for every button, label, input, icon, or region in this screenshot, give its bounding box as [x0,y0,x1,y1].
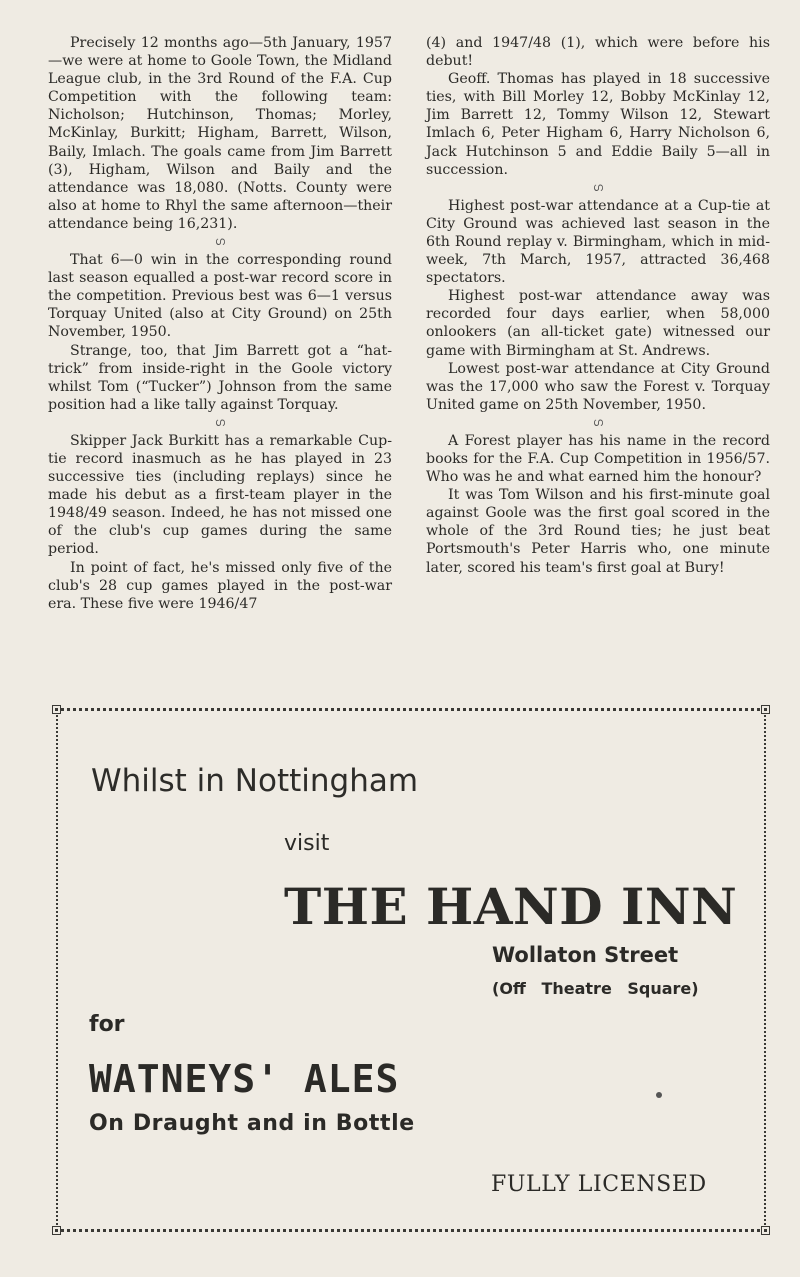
corner-ornament [761,1226,770,1235]
advert-serving: On Draught and in Bottle [89,1111,415,1136]
article-column-right [426,34,770,696]
section-separator: ഗ [592,415,603,429]
ink-speck [656,1092,662,1098]
article-paragraph: Highest post-war attendance away was recorded four days earlier, when 58,000 onlookers (an all-ticket gate) witnessed our game with Birmingham at St. Andrews. [426,288,770,359]
article-columns [48,34,770,696]
advert-inn-name: THE HAND INN [284,877,738,936]
article-paragraph: That 6—0 win in the corresponding round last season equalled a post-war record score in the competition. Previous best was 6—1 versus Torquay United (also at City Ground) on 25th November, 1950. [48,252,392,341]
advert-brand: WATNEYS' ALES [89,1057,400,1101]
article-paragraph: In point of fact, he's missed only five of the club's 28 cup games played in the post-war era. These five were 1946/47 [48,559,392,612]
article-paragraph: Precisely 12 months ago—5th January, 1957—we were at home to Goole Town, the Midland League club, in the 3rd Round of the F.A. Cup Competition with the following team: Nicholson; Hutchinson, Thomas; Morley, McKinlay, Burkitt; Higham, Barrett, Wilson, Baily, Imlach. The goals came from Jim Barrett (3), Higham, Wilson and Baily and the attendance was 18,080. (Notts. County were also at home to Rhyl the same afternoon—their attendance being 16,231). [48,35,392,232]
advert-licence: FULLY LICENSED [491,1172,707,1197]
article-paragraph: It was Tom Wilson and his first-minute goal against Goole was the first goal scored in the whole of the 3rd Round ties; he just beat Portsmouth's Peter Harris who, one minute later, scored his team's first goal at Bury! [426,487,770,576]
section-separator: ഗ [214,235,225,249]
article-column-left [48,34,392,696]
article-paragraph: Geoff. Thomas has played in 18 successive ties, with Bill Morley 12, Bobby McKinlay 12, Jim Barrett 12, Tommy Wilson 12, Stewart Imlach 6, Peter Higham 6, Harry Nicholson 6, Jack Hutchinson 5 and Eddie Baily 5—all in succession. [426,71,770,178]
advert-for: for [89,1012,125,1037]
corner-ornament [761,705,770,714]
article-paragraph: Skipper Jack Burkitt has a remarkable Cup-tie record inasmuch as he has played in 23 successive ties (including replays) since he made his debut as a first-team player in the 1948/49 season. Indeed, he has not missed one of the club's cup games during the same period. [48,432,392,558]
corner-ornament [52,705,61,714]
article-paragraph: Highest post-war attendance at a Cup-tie at City Ground was achieved last season in the 6th Round replay v. Birmingham, which in mid-week, 7th March, 1957, attracted 36,468 spectators. [426,197,770,287]
article-paragraph: Lowest post-war attendance at City Ground was the 17,000 who saw the Forest v. Torquay United game on 25th November, 1950. [426,360,770,413]
article-paragraph: A Forest player has his name in the record books for the F.A. Cup Competition in 1956/57. Who was he and what earned him the honour? [426,432,770,486]
advert-box [56,708,766,1232]
article-paragraph: Strange, too, that Jim Barrett got a “hat-trick” from inside-right in the Goole victory whilst Tom (“Tucker”) Johnson from the same position had a like tally against Torquay. [48,342,392,413]
advert-street-note: (Off Theatre Square) [492,979,699,998]
section-separator: ഗ [592,180,603,194]
section-separator: ഗ [214,415,225,429]
advert-headline: Whilst in Nottingham [91,763,419,799]
article-paragraph: (4) and 1947/48 (1), which were before his debut! [426,35,770,70]
corner-ornament [52,1226,61,1235]
advert-visit: visit [284,831,330,856]
advert-street: Wollaton Street [492,943,679,967]
